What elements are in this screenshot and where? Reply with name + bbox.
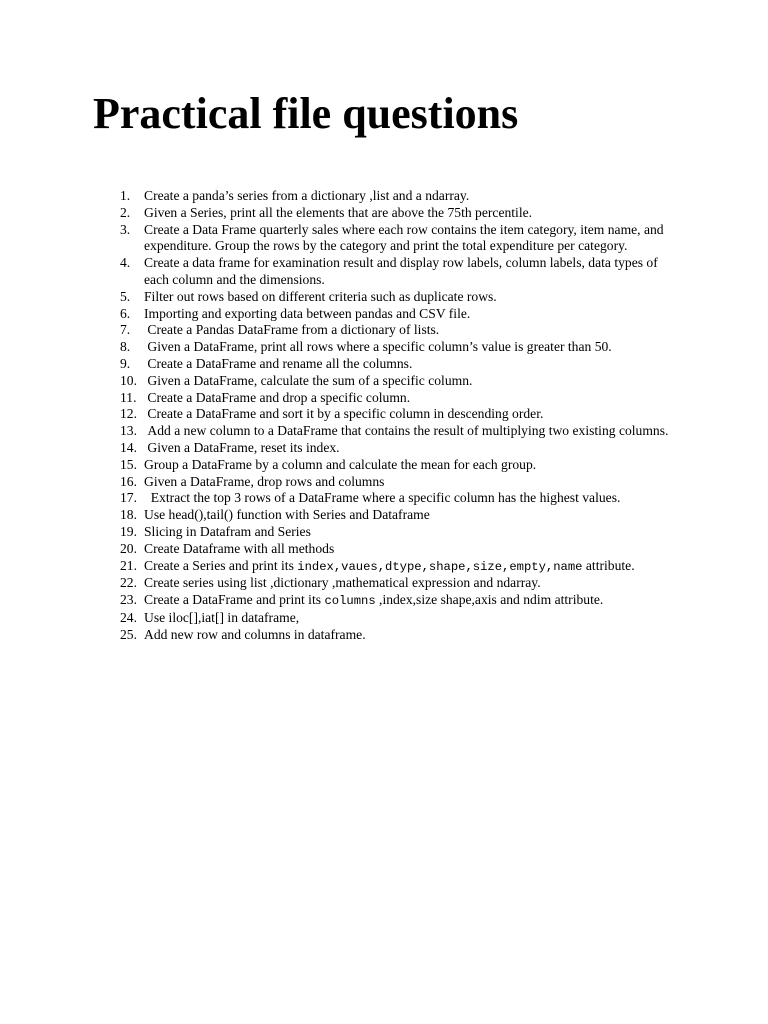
question-item: [0, 188, 674, 205]
question-item: [0, 222, 674, 256]
question-text: Add a new column to a DataFrame that contains the result of multiplying two existing columns.: [144, 423, 669, 439]
question-number: 4.: [120, 255, 131, 271]
question-item: [0, 575, 674, 592]
question-item: [0, 289, 674, 306]
question-item: [0, 255, 674, 289]
question-item: [0, 390, 674, 407]
question-item: [0, 440, 674, 457]
question-number: 19.: [120, 523, 137, 539]
question-number: 18.: [120, 507, 137, 523]
question-number: 1.: [120, 188, 131, 203]
question-number: 9.: [120, 355, 131, 371]
question-text: Filter out rows based on different criteria such as duplicate rows.: [144, 288, 497, 304]
question-number: 13.: [120, 423, 137, 439]
question-number: 22.: [120, 575, 137, 591]
question-item: [0, 474, 674, 491]
question-item: [0, 457, 674, 474]
question-number: 14.: [120, 439, 137, 455]
question-number: 12.: [120, 406, 137, 422]
question-text: Given a DataFrame, reset its index.: [144, 439, 340, 455]
question-code-text: columns: [324, 594, 376, 609]
question-number: 15.: [120, 456, 137, 472]
question-item: [0, 339, 674, 356]
question-number: 7.: [120, 322, 131, 338]
question-text: Given a DataFrame, drop rows and columns: [144, 473, 385, 489]
question-item: [0, 524, 674, 541]
question-text: Create a Pandas DataFrame from a dictionary of lists.: [144, 322, 440, 338]
question-text: Create a Data Frame quarterly sales where each row contains the item category, item name, and expenditure. Group the rows by the category and print the total expenditure per category.: [144, 221, 668, 254]
question-text: Given a DataFrame, print all rows where a specific column’s value is greater than 50.: [144, 339, 612, 355]
question-text: Use head(),tail() function with Series and Dataframe: [144, 507, 430, 523]
question-item: [0, 558, 674, 576]
question-text: Extract the top 3 rows of a DataFrame where a specific column has the highest values.: [144, 490, 621, 506]
question-number: 8.: [120, 339, 131, 355]
question-text: Create a data frame for examination result and display row labels, column labels, data types of each column and the dimensions.: [144, 255, 662, 287]
question-item: [0, 610, 674, 627]
question-text: attribute.: [582, 557, 635, 573]
question-item: [0, 592, 674, 610]
question-item: [0, 507, 674, 524]
question-text: ,index,size shape,axis and ndim attribute.: [375, 592, 604, 608]
question-text: Create a DataFrame and print its: [144, 592, 325, 608]
question-item: [0, 541, 674, 558]
question-number: 25.: [120, 626, 137, 642]
question-number: 24.: [120, 609, 137, 625]
question-item: [0, 356, 674, 373]
question-number: 17.: [120, 490, 137, 506]
question-item: [0, 490, 674, 507]
question-text: Add new row and columns in dataframe.: [144, 626, 366, 642]
question-number: 20.: [120, 540, 137, 556]
question-text: Given a DataFrame, calculate the sum of a specific column.: [144, 372, 473, 388]
question-text: Given a Series, print all the elements that are above the 75th percentile.: [144, 204, 533, 220]
question-code-text: index,vaues,dtype,shape,size,empty,name: [297, 559, 583, 574]
question-item: [0, 406, 674, 423]
page-title: Practical file questions: [93, 89, 519, 138]
question-item: [0, 306, 674, 323]
question-number: 5.: [120, 288, 131, 304]
question-text: Group a DataFrame by a column and calculate the mean for each group.: [144, 456, 537, 472]
question-number: 16.: [120, 473, 137, 489]
question-number: 2.: [120, 204, 131, 220]
question-text: Slicing in Datafram and Series: [144, 523, 311, 539]
question-text: Create a panda’s series from a dictionary ,list and a ndarray.: [144, 188, 470, 203]
question-text: Create a DataFrame and rename all the columns.: [144, 355, 413, 371]
question-number: 10.: [120, 372, 137, 388]
question-text: Create a DataFrame and drop a specific column.: [144, 389, 411, 405]
questions-list: [0, 188, 674, 644]
question-text: Create Dataframe with all methods: [144, 540, 335, 556]
question-text: Importing and exporting data between pandas and CSV file.: [144, 305, 471, 321]
question-item: [0, 205, 674, 222]
question-number: 23.: [120, 592, 137, 608]
question-item: [0, 627, 674, 644]
question-text: Create series using list ,dictionary ,mathematical expression and ndarray.: [144, 575, 541, 591]
question-item: [0, 322, 674, 339]
question-number: 6.: [120, 305, 131, 321]
question-item: [0, 373, 674, 390]
question-text: Create a DataFrame and sort it by a specific column in descending order.: [144, 406, 544, 422]
question-text: Use iloc[],iat[] in dataframe,: [144, 609, 300, 625]
question-item: [0, 423, 674, 440]
question-number: 11.: [120, 389, 137, 405]
question-text: Create a Series and print its: [144, 557, 298, 573]
question-number: 3.: [120, 221, 131, 237]
question-number: 21.: [120, 557, 137, 573]
